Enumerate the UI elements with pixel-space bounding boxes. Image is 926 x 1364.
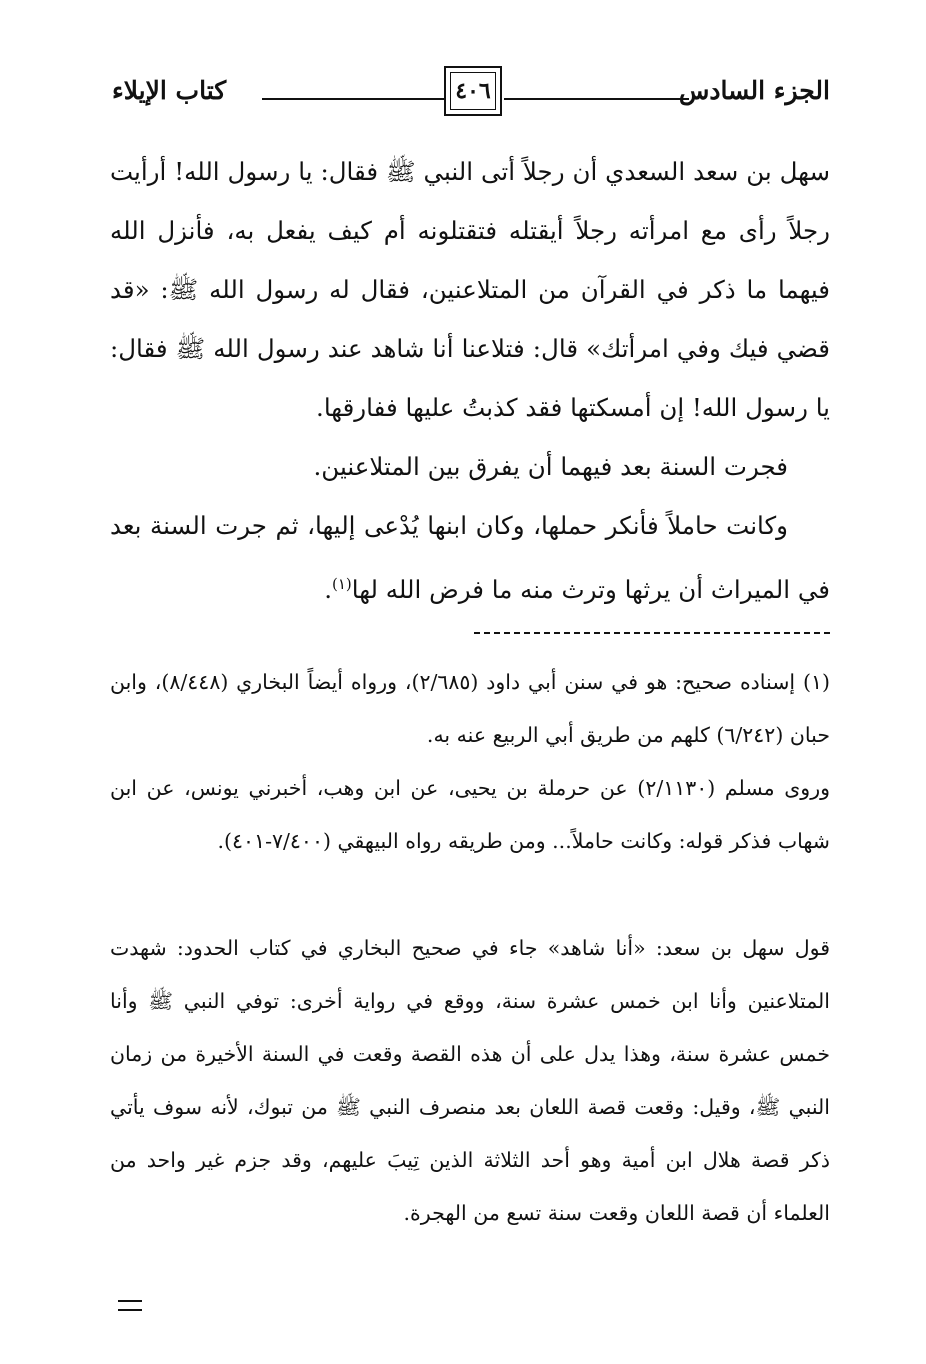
section-label: الجزء السادس [678,76,830,105]
end-mark [118,1300,142,1311]
main-paragraph-3 [110,496,830,619]
book-label: كتاب الإيلاء [112,76,227,105]
footnote-1: (١) إسناده صحيح: هو في سنن أبي داود (٢/٦٨٥)، ورواه أيضاً البخاري (٨/٤٤٨)، وابن حبان (٦/٢٤٢) كلهم من طريق أبي الربيع عنه به. [110,670,830,747]
running-header [112,62,830,120]
footnote-1-continued: وروى مسلم (٢/١١٣٠) عن حرملة بن يحيى، عن ابن وهب، أخبرني يونس، عن ابن شهاب فذكر قوله: وكانت حاملاً... ومن طريقه رواه البيهقي (٧/٤٠٠-٤٠١). [110,776,831,853]
footnote-commentary: قول سهل بن سعد: «أنا شاهد» جاء في صحيح البخاري في كتاب الحدود: شهدت المتلاعنين وأنا ابن خمس عشرة سنة، ووقع في رواية أخرى: توفي النبي ﷺ وأنا خمس عشرة سنة، وهذا يدل على أن هذه القصة وقعت في السنة الأخيرة من زمان النبي ﷺ، وقيل: وقعت قصة اللعان بعد منصرف النبي ﷺ من تبوك، لأنه سوف يأتي ذكر قصة هلال ابن أمية وهو أحد الثلاثة الذين تِيبَ عليهم، وقد جزم غير واحد من العلماء أن قصة اللعان وقعت سنة تسع من الهجرة. [110,936,830,1225]
paragraph-3-end: . [324,575,332,605]
page-number: ٤٠٦ [450,72,496,110]
paragraph-3-text: وكانت حاملاً فأنكر حملها، وكان ابنها يُدْعى إليها، ثم جرت السنة بعد في الميراث أن يرثها وترث منه ما فرض الله لها [110,511,830,605]
header-rule-right [504,98,689,100]
main-paragraph-2: فجرت السنة بعد فيهما أن يفرق بين المتلاعنين. [313,452,788,481]
header-rule-left [262,98,444,100]
main-paragraph-1: سهل بن سعد السعدي أن رجلاً أتى النبي ﷺ فقال: يا رسول الله! أرأيت رجلاً رأى مع امرأته رجلاً أيقتله فتقتلونه أم كيف يفعل به، فأنزل الله فيهما ما ذكر في القرآن من المتلاعنين، فقال له رسول الله ﷺ: «قد قضي فيك وفي امرأتك» قال: فتلاعنا أنا شاهد عند رسول الله ﷺ فقال: يا رسول الله! إن أمسكتها فقد كذبتُ عليها ففارقها. [110,157,830,422]
page-number-box [444,66,502,116]
footnote-separator [474,632,830,634]
footnote-marker: (١) [332,575,352,593]
